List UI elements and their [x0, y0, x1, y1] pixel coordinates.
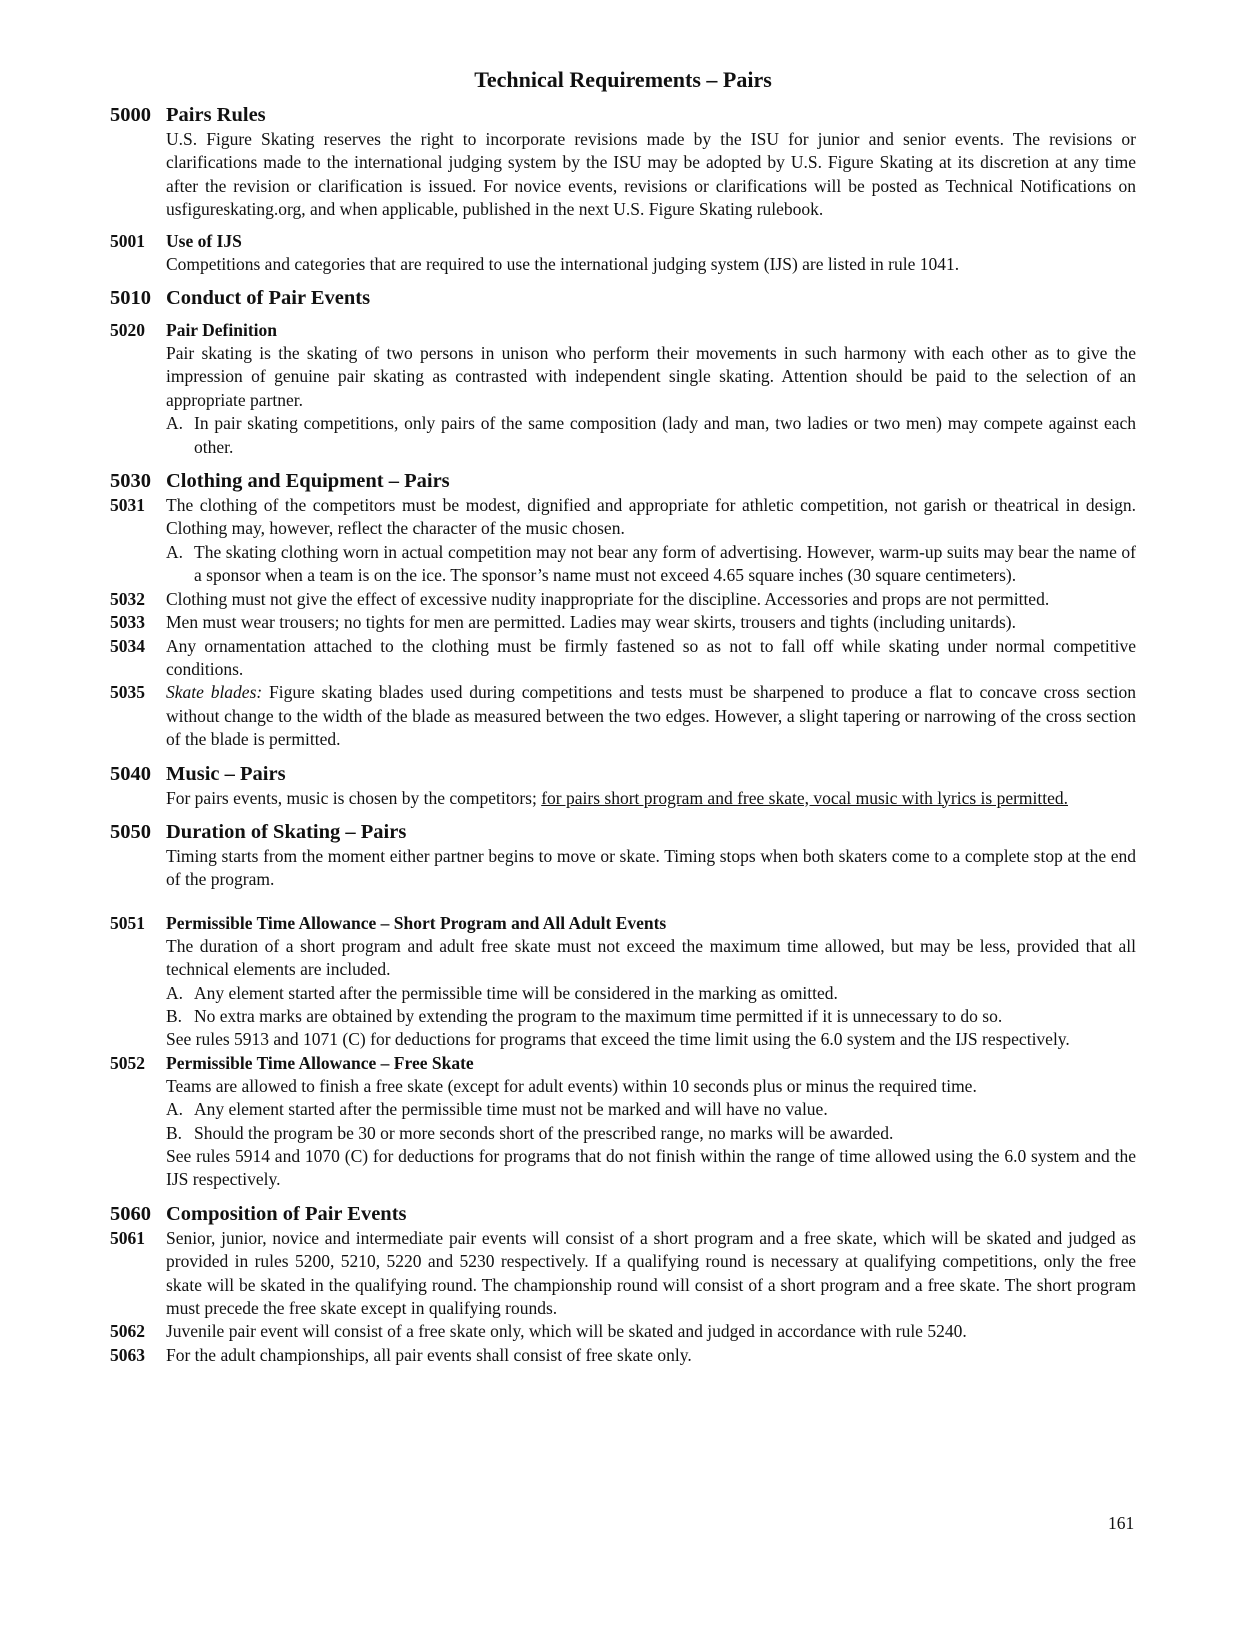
rule-5020-text: Pair skating is the skating of two persons in unison who perform their movements in such harmony with each other as to give the impression of genuine pair skating as contrasted with independent single skating. Attention should be paid to the selection of an appropriate partner.: [166, 343, 1136, 410]
rule-number: 5051: [110, 912, 145, 933]
section-number: 5010: [110, 287, 151, 310]
item-text: No extra marks are obtained by extending the program to the maximum time permitted if it is unnecessary to do so.: [194, 1005, 1003, 1026]
section-title: Composition of Pair Events: [166, 1202, 407, 1225]
page-number: 161: [1108, 1513, 1135, 1533]
rule-5032: [110, 588, 1136, 611]
rule-title: Pair Definition: [166, 320, 277, 341]
item-letter: B.: [166, 1122, 183, 1143]
item-text: Any element started after the permissible time must not be marked and will have no value.: [194, 1099, 828, 1120]
section-5050-text: Timing starts from the moment either partner begins to move or skate. Timing stops when both skaters come to a complete stop at the end of the program.: [166, 845, 1136, 890]
list-item: [166, 1122, 1136, 1145]
rule-text: The clothing of the competitors must be modest, dignified and appropriate for athletic competition, not garish or theatrical in design. Clothing may, however, reflect the character of the music chosen.: [166, 495, 1136, 539]
rule-number: 5020: [110, 320, 145, 341]
rule-text: Senior, junior, novice and intermediate pair events will consist of a short program and a free skate, which will be skated and judged as provided in rules 5200, 5210, 5220 and 5230 respectively. If a qualifying round is necessary at qualifying competitions, only the free skate will be skated in the qualifying round. The championship round will consist of a short program and a free skate. The short program must precede the free skate except in qualifying rounds.: [166, 1227, 1136, 1319]
section-5060-heading: [110, 1201, 1136, 1227]
section-title: Music – Pairs: [166, 762, 286, 785]
section-5030-heading: [110, 468, 1136, 494]
rule-text: [166, 681, 1136, 751]
section-5040-text: [166, 787, 1136, 810]
list-item: [166, 541, 1136, 588]
rule-5001-heading: [110, 230, 1136, 253]
rule-5051-note: See rules 5913 and 1071 (C) for deductions for programs that exceed the time limit using the 6.0 system and the IJS respectively.: [166, 1029, 1070, 1050]
rule-5051-heading: [110, 912, 1136, 935]
section-number: 5030: [110, 470, 151, 493]
section-5000-heading: [110, 102, 1136, 128]
rule-number: 5052: [110, 1052, 145, 1073]
document-page: [110, 66, 1136, 1367]
rule-number: 5034: [110, 635, 145, 656]
rule-title: Use of IJS: [166, 230, 242, 251]
rule-title: Permissible Time Allowance – Free Skate: [166, 1052, 474, 1073]
item-letter: A.: [166, 1099, 184, 1120]
item-letter: A.: [166, 541, 184, 562]
rule-text: Any ornamentation attached to the clothing must be firmly fastened so as not to fall off while skating under normal competitive conditions.: [166, 635, 1136, 679]
section-title: Pairs Rules: [166, 104, 266, 126]
rule-number: 5001: [110, 230, 145, 251]
rule-number: 5032: [110, 588, 145, 609]
rule-number: 5062: [110, 1321, 145, 1342]
section-5010-heading: [110, 285, 1136, 311]
rule-title: Permissible Time Allowance – Short Program and All Adult Events: [166, 912, 667, 933]
rule-5001-text: Competitions and categories that are required to use the international judging system (IJS) are listed in rule 1041.: [166, 253, 960, 274]
section-5040-heading: [110, 761, 1136, 787]
rule-5035: [110, 681, 1136, 751]
rule-5061: [110, 1227, 1136, 1321]
rule-number: 5031: [110, 495, 145, 516]
section-title: Duration of Skating – Pairs: [166, 820, 407, 843]
rule-text: Juvenile pair event will consist of a free skate only, which will be skated and judged in accordance with rule 5240.: [166, 1321, 967, 1342]
section-number: 5060: [110, 1202, 151, 1225]
rule-text: Clothing must not give the effect of excessive nudity inappropriate for the discipline. Accessories and props are not permitted.: [166, 588, 1050, 609]
rule-body: Figure skating blades used during competitions and tests must be sharpened to produce a flat to concave cross section without change to the width of the blade as measured between the two edges. However, a slight tapering or narrowing of the cross section of the blade is permitted.: [166, 682, 1136, 750]
rule-5033: [110, 611, 1136, 634]
section-5000-text: U.S. Figure Skating reserves the right to incorporate revisions made by the ISU for junior and senior events. The revisions or clarifications made to the international judging system by the ISU may be adopted by U.S. Figure Skating at its discretion at any time after the revision or clarification is issued. For novice events, revisions or clarifications will be posted as Technical Notifications on usfigureskating.org, and when applicable, published in the next U.S. Figure Skating rulebook.: [166, 129, 1136, 220]
section-number: 5050: [110, 820, 151, 843]
list-item: [166, 1098, 1136, 1121]
list-item: [166, 982, 1136, 1005]
item-letter: B.: [166, 1005, 183, 1026]
rule-text: Men must wear trousers; no tights for men are permitted. Ladies may wear skirts, trousers and tights (including unitards).: [166, 612, 1017, 633]
section-number: 5000: [110, 104, 151, 126]
rule-5062: [110, 1320, 1136, 1343]
rule-number: 5063: [110, 1344, 145, 1365]
rule-5051-text: The duration of a short program and adult free skate must not exceed the maximum time allowed, but may be less, provided that all technical elements are included.: [166, 935, 1136, 980]
list-item: [166, 412, 1136, 459]
rule-5034: [110, 635, 1136, 682]
rule-5031: [110, 494, 1136, 541]
rule-lead: Skate blades:: [166, 682, 263, 703]
rule-text: For the adult championships, all pair events shall consist of free skate only.: [166, 1344, 692, 1365]
item-text: In pair skating competitions, only pairs of the same composition (lady and man, two ladies or two men) may compete against each other.: [194, 413, 1136, 457]
list-item: [166, 1005, 1136, 1028]
item-text: Any element started after the permissible time will be considered in the marking as omitted.: [194, 982, 838, 1003]
section-title: Clothing and Equipment – Pairs: [166, 470, 450, 493]
page-title: Technical Requirements – Pairs: [474, 67, 772, 92]
section-title: Conduct of Pair Events: [166, 287, 371, 310]
item-letter: A.: [166, 982, 184, 1003]
item-text: The skating clothing worn in actual competition may not bear any form of advertising. However, warm-up suits may bear the name of a sponsor when a team is on the ice. The sponsor’s name must not exceed 4.65 square inches (30 square centimeters).: [194, 541, 1136, 586]
section-number: 5040: [110, 762, 151, 785]
rule-number: 5035: [110, 682, 145, 703]
rule-5052-note: See rules 5914 and 1070 (C) for deductions for programs that do not finish within the range of time allowed using the 6.0 system and the IJS respectively.: [166, 1146, 1136, 1190]
item-text: Should the program be 30 or more seconds short of the prescribed range, no marks will be awarded.: [194, 1122, 894, 1143]
rule-5063: [110, 1344, 1136, 1367]
rule-5052-heading: [110, 1052, 1136, 1075]
section-5050-heading: [110, 819, 1136, 845]
rule-number: 5061: [110, 1227, 145, 1248]
music-underlined-text: for pairs short program and free skate, vocal music with lyrics is permitted.: [541, 787, 1069, 808]
rule-5020-heading: [110, 319, 1136, 342]
rule-5052-text: Teams are allowed to finish a free skate (except for adult events) within 10 seconds plus or minus the required time.: [166, 1075, 977, 1096]
music-text: For pairs events, music is chosen by the competitors;: [166, 787, 542, 808]
rule-number: 5033: [110, 612, 145, 633]
item-letter: A.: [166, 413, 184, 434]
